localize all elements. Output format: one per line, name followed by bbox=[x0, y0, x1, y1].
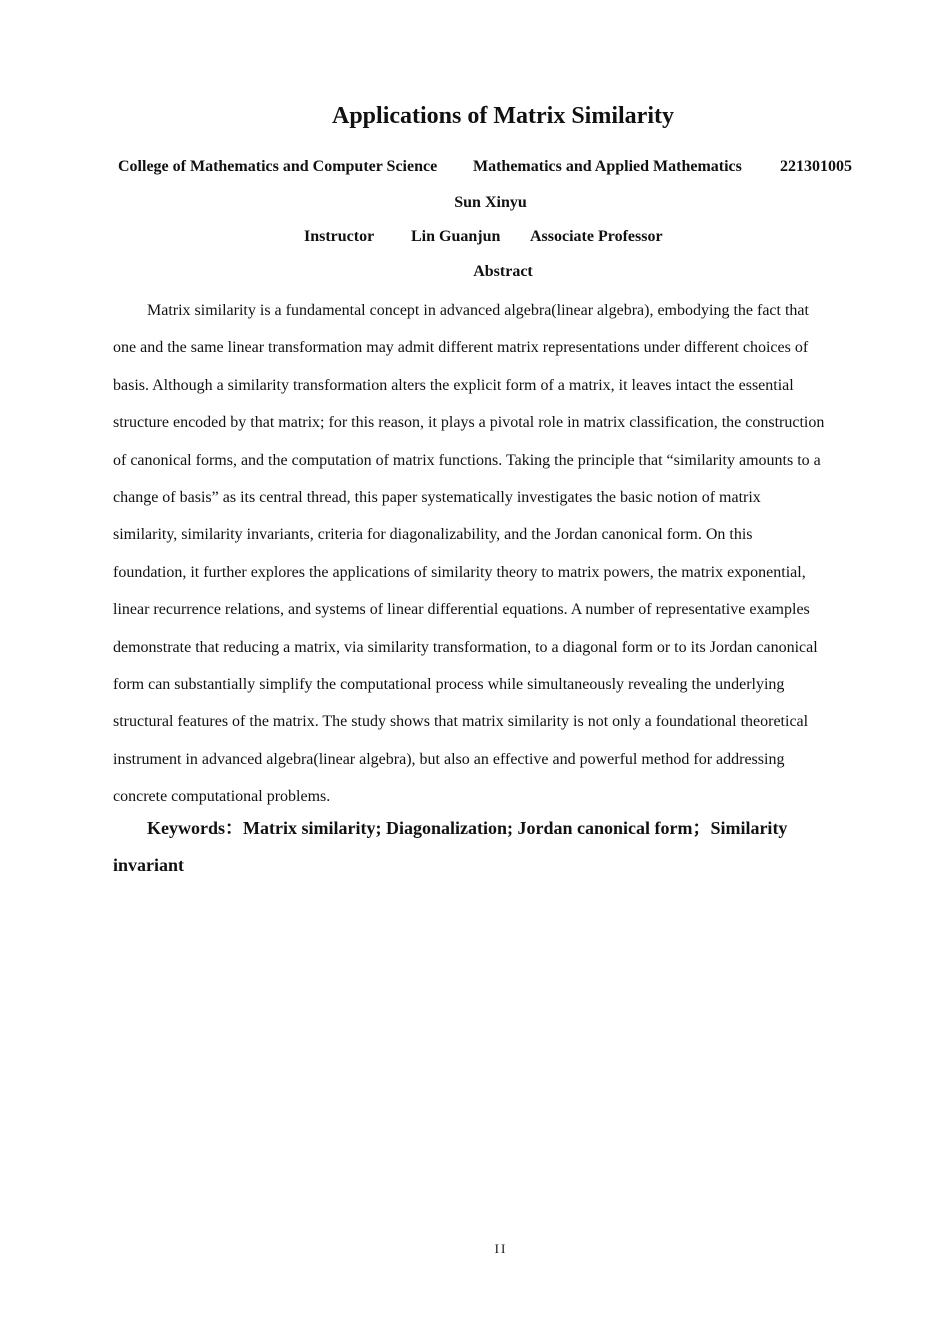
abstract-line: instrument in advanced algebra(linear algebra), but also an effective and powerful method for addressing bbox=[113, 750, 785, 768]
abstract-body bbox=[113, 292, 859, 815]
abstract-line: basis. Although a similarity transformation alters the explicit form of a matrix, it leaves intact the essential bbox=[113, 376, 794, 394]
instructor-name: Lin Guanjun bbox=[411, 228, 501, 245]
abstract-line: demonstrate that reducing a matrix, via similarity transformation, to a diagonal form or to its Jordan canonical bbox=[113, 638, 818, 656]
abstract-line: linear recurrence relations, and systems of linear differential equations. A number of representative examples bbox=[113, 601, 810, 619]
abstract-line: Matrix similarity is a fundamental concept in advanced algebra(linear algebra), embodying the fact that bbox=[147, 302, 809, 319]
keywords-section bbox=[113, 810, 859, 884]
page-number: II bbox=[494, 1241, 508, 1256]
abstract-line: similarity, similarity invariants, criteria for diagonalizability, and the Jordan canonical form. On this bbox=[113, 526, 753, 544]
abstract-line: structural features of the matrix. The study shows that matrix similarity is not only a foundational theoretical bbox=[113, 713, 809, 731]
keywords-line: invariant bbox=[113, 855, 185, 875]
major-name: Mathematics and Applied Mathematics bbox=[473, 158, 742, 175]
author-name: Sun Xinyu bbox=[454, 194, 527, 211]
abstract-line: change of basis” as its central thread, this paper systematically investigates the basic notion of matrix bbox=[113, 488, 761, 506]
abstract-line: of canonical forms, and the computation of matrix functions. Taking the principle that “similarity amounts to a bbox=[113, 451, 821, 469]
abstract-line: structure encoded by that matrix; for this reason, it plays a pivotal role in matrix classification, the construction bbox=[113, 414, 825, 432]
abstract-line: form can substantially simplify the computational process while simultaneously revealing the underlying bbox=[113, 675, 785, 693]
abstract-line: foundation, it further explores the applications of similarity theory to matrix powers, the matrix exponential, bbox=[113, 563, 806, 581]
instructor-line bbox=[0, 226, 950, 248]
keywords-line: Keywords：Matrix similarity; Diagonalization; Jordan canonical form；Similarity bbox=[147, 818, 788, 838]
student-id: 221301005 bbox=[780, 158, 852, 175]
college-name: College of Mathematics and Computer Science bbox=[118, 158, 438, 175]
instructor-rank: Associate Professor bbox=[530, 228, 663, 245]
instructor-label: Instructor bbox=[304, 228, 375, 245]
paper-title: Applications of Matrix Similarity bbox=[332, 103, 674, 129]
abstract-line: concrete computational problems. bbox=[113, 788, 331, 806]
abstract-line: one and the same linear transformation may admit different matrix representations under different choices of bbox=[113, 339, 809, 357]
abstract-heading: Abstract bbox=[473, 263, 533, 280]
